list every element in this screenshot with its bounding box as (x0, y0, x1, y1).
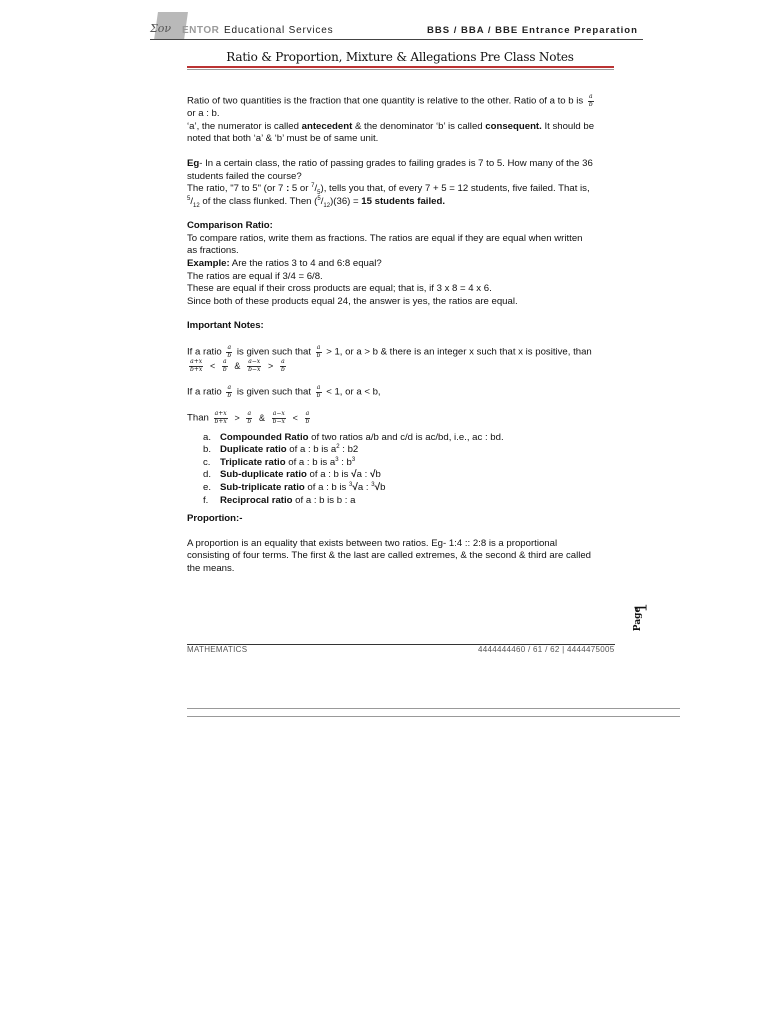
logo (150, 12, 222, 40)
fraction (247, 359, 261, 373)
superscript: 3 (351, 456, 356, 463)
sup-5: 5 (187, 195, 191, 202)
fraction (226, 345, 232, 359)
frac-den: b (316, 351, 321, 359)
text: - In a certain class, the ratio of passing grades to failing grades is 7 to 5. How many of the 36 (199, 157, 593, 169)
root-sign-icon: √ (351, 469, 357, 481)
fraction (189, 359, 203, 373)
note-1-line (187, 345, 617, 359)
text: ), tells you that, of every 7 + 5 = 12 students, five failed. That is, (320, 183, 590, 195)
sub-12: 12 (323, 202, 331, 209)
heading: Comparison Ratio: (187, 220, 273, 232)
example-label: Example: (187, 258, 230, 270)
example-question-1 (187, 158, 617, 171)
text: : b (338, 456, 352, 468)
fraction (305, 411, 311, 425)
example-question-2: students failed the course? (187, 170, 302, 182)
term-consequent: consequent. (485, 120, 542, 132)
list-label: c. (203, 456, 211, 468)
text: of a : b is a (286, 444, 337, 456)
header-left-text: Educational Services (224, 25, 334, 36)
less-than: < (292, 412, 298, 423)
ratio-types-list (203, 432, 617, 508)
frac-num: a (316, 384, 321, 392)
comparison-heading (187, 220, 617, 233)
list-item (203, 432, 617, 445)
frac-den: b (316, 391, 321, 399)
root-sign-icon: √ (352, 481, 358, 493)
frac-den: b (247, 417, 252, 425)
intro-line-1 (187, 94, 617, 108)
note-2-inequality (187, 411, 617, 425)
title-rule-grey (187, 69, 614, 70)
text: & the denominator ‘b’ is called (352, 120, 486, 132)
comparison-line-1: To compare ratios, write them as fractions. The ratios are equal if they are equal when written (187, 232, 583, 244)
text: > 1, or a > b & there is an integer x such that x is positive, than (326, 346, 592, 358)
text: If a ratio (187, 386, 222, 398)
example-answer-2: $^5/_{12}$ of the class flunked. Then $(^5/_{12})(36) = 15$ students failed. (187, 195, 445, 209)
frac-num: a−x (248, 358, 261, 366)
list-item (203, 444, 617, 457)
root-sign-icon: √ (370, 469, 376, 481)
less-than: < (209, 360, 216, 371)
term: Reciprocal ratio (220, 494, 293, 506)
proportion-line-1: A proportion is an equality that exists between two ratios. Eg- 1:4 :: 2:8 is a proportional (187, 537, 558, 549)
comparison-example (187, 258, 617, 271)
root-index: 3 (371, 481, 375, 488)
notes-content (187, 94, 617, 575)
comparison-line-3: The ratios are equal if 3/4 = 6/8. (187, 270, 323, 282)
proportion-line-2: consisting of four terms. The first & the last are called extremes, & the second & third are called (187, 550, 592, 562)
fraction (214, 411, 228, 425)
list-item (203, 495, 617, 508)
frac-den: b (222, 365, 227, 373)
text: ‘a’, the numerator is called (187, 120, 302, 132)
term: Compounded Ratio (220, 431, 309, 443)
greater-than: > (268, 360, 274, 371)
heading: Important Notes: (187, 320, 264, 332)
fraction (222, 359, 228, 373)
intro-line-4: noted that both ‘a’ & ‘b’ must be of same unit. (187, 133, 379, 145)
frac-num: a+x (190, 358, 203, 366)
comparison-line-2: as fractions. (187, 245, 239, 257)
intro-line-2: or a : b. (187, 108, 220, 120)
text: < 1, or a < b, (326, 386, 381, 398)
frac-num: a (281, 358, 285, 366)
comparison-line-4: These are equal if their cross products are equal; that is, if 3 x 8 = 4 x 6. (187, 283, 492, 295)
frac-num: a−x (272, 410, 285, 418)
bottom-rule (187, 708, 680, 709)
logo-script: Σον (150, 22, 172, 35)
comparison-line-5: Since both of these products equal 24, the answer is yes, the ratios are equal. (187, 295, 518, 307)
frac-den: b (227, 391, 232, 399)
root-sign-icon: √ (374, 481, 381, 493)
text: of a : b is a (285, 456, 336, 468)
list-label: a. (203, 431, 212, 443)
text: : b2 (339, 444, 359, 456)
proportion-line-3: the means. (187, 562, 235, 574)
frac-num: a+x (214, 410, 227, 418)
note-2-line (187, 385, 617, 399)
answer-bold: 15 students failed. (361, 195, 445, 207)
superscript: 2 (336, 443, 340, 450)
frac-den: b−x (248, 365, 261, 373)
frac-num: a (305, 410, 310, 418)
footer-right-text: 4444444460 / 61 / 62 | 4444475005 (478, 645, 615, 654)
text: of two ratios a/b and c/d is ac/bd, i.e., ac : bd. (308, 431, 504, 443)
text: is given such that (236, 346, 311, 358)
sub-5: 5 (317, 190, 321, 196)
page-word: Page (633, 606, 644, 632)
header-rule (150, 39, 643, 40)
example-answer-1: The ratio, "7 to 5" (or 7 : 5 or $^7/_5$), tells you that, of every 7 + 5 = 12 students, five failed. That is, (187, 182, 590, 196)
frac-den: b (227, 351, 232, 359)
logo-word: ENTOR (182, 25, 220, 36)
intro-text: Ratio of two quantities is the fraction that one quantity is relative to the other. Ratio of a to b is (187, 95, 584, 107)
frac-num: a (227, 344, 232, 352)
frac-num: a (316, 344, 321, 352)
fraction (226, 385, 232, 399)
intro-line-3 (187, 121, 617, 134)
proportion-heading (187, 513, 617, 526)
frac-den: b−x (272, 417, 285, 425)
text: of a : b is (304, 481, 350, 493)
text: a : (357, 481, 372, 493)
fraction (272, 411, 286, 425)
footer-left-text: MATHEMATICS (187, 645, 248, 654)
header-right-text: BBS / BBA / BBE Entrance Preparation (427, 25, 638, 36)
frac-num: a (227, 384, 232, 392)
root-index: 3 (349, 481, 353, 488)
heading: Proportion:- (187, 513, 243, 525)
list-item (203, 469, 617, 482)
ampersand: & (234, 360, 241, 371)
eg-label: Eg (187, 157, 200, 169)
term: Sub-duplicate ratio (220, 469, 307, 481)
notes-heading (187, 320, 617, 333)
sup-7: 7 (311, 182, 315, 189)
sup-5: 5 (317, 195, 321, 202)
text: a : (356, 469, 370, 481)
text: Than (187, 412, 209, 424)
colon: : (286, 183, 290, 195)
frac-num: a (223, 358, 227, 366)
term: Sub-triplicate ratio (220, 481, 305, 493)
text: of a : b is b : a (292, 494, 356, 506)
text: b (375, 469, 381, 481)
text: b (380, 481, 386, 493)
fraction-a-over-b (588, 94, 594, 108)
note-1-inequality (187, 359, 617, 373)
greater-than: > (234, 412, 240, 423)
term-antecedent: antecedent (301, 120, 353, 132)
list-item (203, 457, 617, 470)
page-number-mark (632, 600, 654, 634)
frac-den: b+x (214, 417, 227, 425)
frac-den: b (280, 365, 285, 373)
text: If a ratio (187, 346, 222, 358)
text: It should be (541, 120, 595, 132)
ampersand: & (258, 412, 265, 423)
list-label: d. (203, 469, 212, 481)
frac-den: b (588, 100, 593, 108)
list-label: b. (203, 444, 212, 456)
text: of a : b is (306, 469, 352, 481)
frac-den: b (305, 417, 310, 425)
text: is given such that (236, 386, 311, 398)
list-label: f. (203, 494, 209, 506)
text: The ratio, "7 to 5" (or 7 (187, 183, 287, 195)
bottom-rule (187, 716, 680, 717)
text: )(36) = (330, 195, 362, 207)
list-label: e. (203, 481, 212, 493)
fraction (316, 385, 322, 399)
sub-12: 12 (193, 202, 200, 209)
frac-num: a (589, 93, 593, 100)
superscript: 3 (335, 456, 339, 463)
fraction (246, 411, 252, 425)
term: Triplicate ratio (220, 456, 286, 468)
fraction (316, 345, 322, 359)
text: 5 or (289, 183, 312, 195)
fraction (280, 359, 286, 373)
frac-num: a (247, 410, 252, 418)
page-number: 1 (631, 602, 651, 613)
title-rule-red (187, 66, 614, 68)
list-item (203, 482, 617, 495)
frac-den: b+x (190, 365, 203, 373)
text: Are the ratios 3 to 4 and 6:8 equal? (229, 258, 382, 270)
page-title: Ratio & Proportion, Mixture & Allegations Pre Class Notes (226, 50, 574, 64)
term: Duplicate ratio (220, 444, 287, 456)
text: of the class flunked. Then ( (199, 195, 318, 207)
